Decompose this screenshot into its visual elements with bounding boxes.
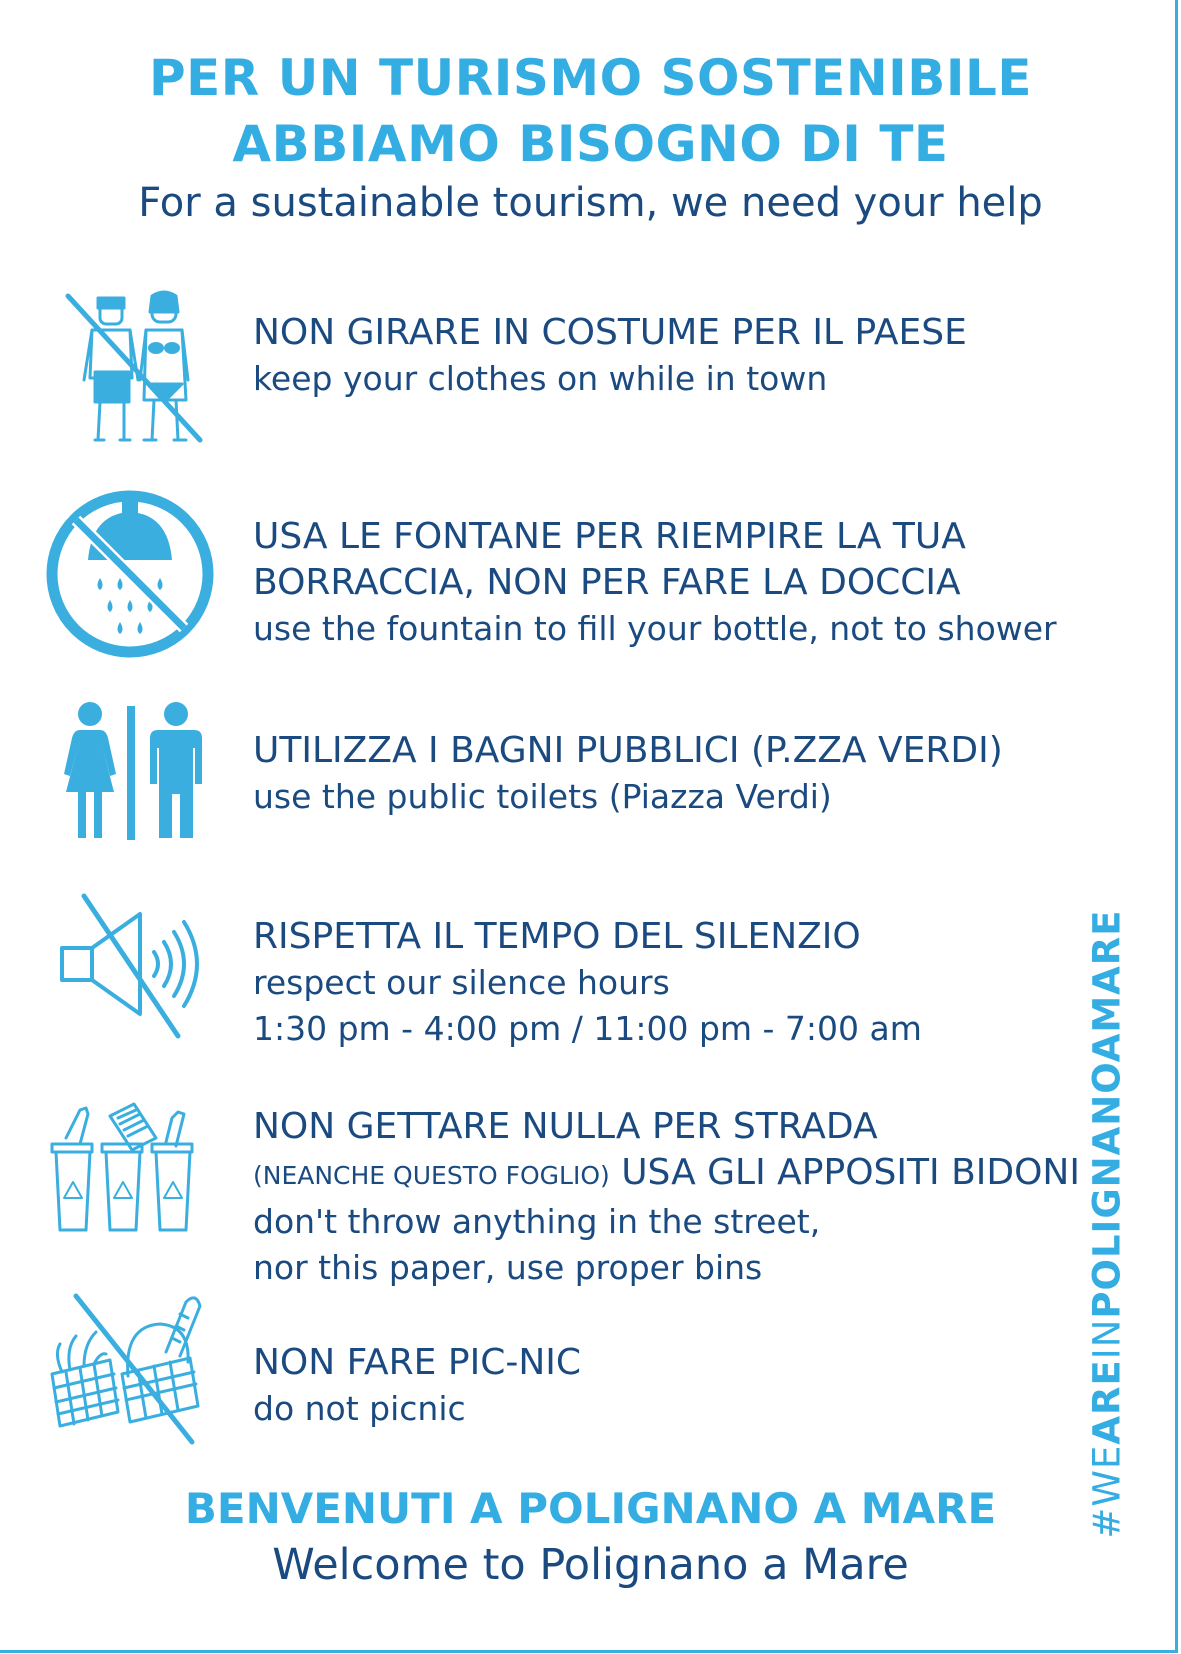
rule-it-text: USA GLI APPOSITI BIDONI	[609, 1152, 1080, 1193]
rule-it-text: UTILIZZA I BAGNI PUBBLICI (P.ZZA VERDI)	[253, 730, 1003, 771]
silence-hours-text: 1:30 pm - 4:00 pm / 11:00 pm - 7:00 am	[253, 1009, 922, 1048]
recycle-bins-icon	[40, 1098, 220, 1238]
no-shower-icon	[40, 488, 220, 668]
rule-it-text: NON GIRARE IN COSTUME PER IL PAESE	[253, 312, 967, 353]
footer-title: BENVENUTI A POLIGNANO A MARE	[184, 1484, 997, 1533]
no-noise-icon	[40, 890, 220, 1040]
rule-en-text: use the public toilets (Piazza Verdi)	[253, 777, 832, 816]
rule-no-picnic	[253, 1340, 581, 1432]
rule-no-swimsuit	[253, 310, 967, 402]
rule-en-text: do not picnic	[253, 1389, 466, 1428]
hashtag-part: IN	[1085, 1318, 1129, 1360]
rule-en-text: keep your clothes on while in town	[253, 359, 828, 398]
hashtag-part: ARE	[1085, 1359, 1129, 1445]
rule-it-text: USA LE FONTANE PER RIEMPIRE LA TUA	[253, 516, 966, 557]
no-swimsuit-icon	[40, 290, 220, 450]
title-line-2: ABBIAMO BISOGNO DI TE	[232, 115, 949, 173]
rule-en-text: don't throw anything in the street,	[253, 1202, 821, 1241]
rule-silence-hours	[253, 914, 922, 1052]
title-line-1: PER UN TURISMO SOSTENIBILE	[148, 49, 1033, 107]
hashtag-vertical	[1086, 909, 1129, 1538]
hashtag-part: #WE	[1085, 1444, 1129, 1539]
footer-subtitle: Welcome to Polignano a Mare	[272, 1540, 909, 1590]
rule-it-text: NON FARE PIC-NIC	[253, 1342, 582, 1383]
rule-no-shower	[253, 514, 1057, 652]
rule-en-text: nor this paper, use proper bins	[253, 1248, 763, 1287]
no-picnic-icon	[40, 1292, 220, 1452]
rule-it-text: RISPETTA IL TEMPO DEL SILENZIO	[253, 916, 861, 957]
rule-en-text: respect our silence hours	[253, 963, 670, 1002]
subtitle: For a sustainable tourism, we need your help	[138, 180, 1043, 226]
public-toilets-icon	[40, 700, 220, 850]
rule-it-mixed-line	[253, 1150, 1080, 1199]
rule-it-text: BORRACCIA, NON PER FARE LA DOCCIA	[253, 562, 961, 603]
rule-no-littering	[253, 1104, 1080, 1291]
rule-public-toilets	[253, 728, 1003, 820]
rule-en-text: use the fountain to fill your bottle, not to shower	[253, 609, 1057, 648]
rule-it-small-text: (NEANCHE QUESTO FOGLIO)	[253, 1161, 610, 1190]
rule-it-text: NON GETTARE NULLA PER STRADA	[253, 1106, 878, 1147]
hashtag-part: POLIGNANOAMARE	[1085, 909, 1129, 1319]
